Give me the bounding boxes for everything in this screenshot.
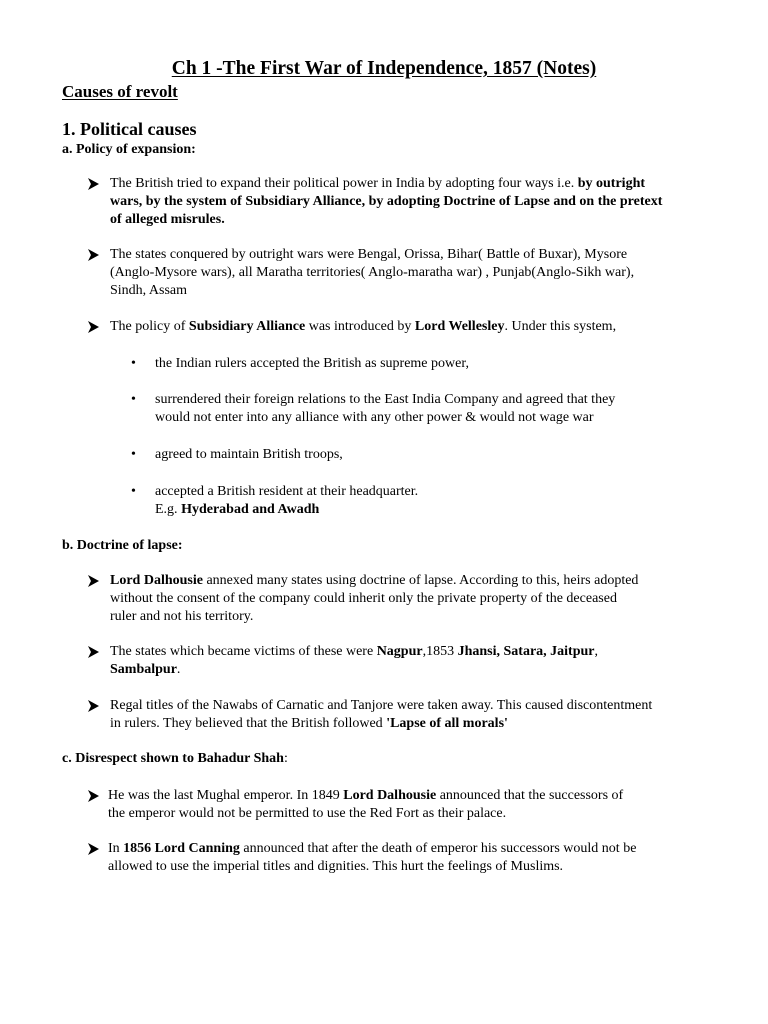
text-run: surrendered their foreign relations to the East India Company and agreed that they bbox=[155, 392, 616, 407]
text-run: the emperor would not be permitted to use the Red Fort as their palace. bbox=[108, 806, 507, 821]
causes-heading: Causes of revolt bbox=[62, 82, 178, 101]
text-line bbox=[110, 715, 720, 733]
point-text bbox=[108, 840, 718, 876]
text-line bbox=[155, 446, 715, 464]
text-run: In bbox=[108, 841, 124, 856]
arrow-bullet-icon bbox=[88, 318, 99, 336]
arrow-bullet-icon bbox=[88, 246, 99, 264]
text-line bbox=[110, 193, 720, 211]
arrow-bullet-icon bbox=[88, 787, 99, 805]
text-run: the Indian rulers accepted the British as supreme power, bbox=[155, 356, 469, 371]
text-run: was introduced by bbox=[305, 319, 415, 334]
text-run: E.g. bbox=[155, 502, 182, 517]
text-line bbox=[110, 590, 720, 608]
text-line bbox=[110, 572, 720, 590]
arrow-bullet-icon bbox=[88, 697, 99, 715]
text-run: (Anglo-Mysore wars), all Maratha territories( Anglo-maratha war) , Punjab(Anglo-Sikh war), bbox=[110, 265, 635, 280]
bullet-dot-icon: • bbox=[131, 447, 136, 462]
text-line bbox=[110, 211, 720, 229]
text-run: in rulers. They believed that the British followed bbox=[110, 716, 387, 731]
text-run: annexed many states using doctrine of lapse. According to this, heirs adopted bbox=[202, 573, 639, 588]
text-run: accepted a British resident at their headquarter. bbox=[155, 484, 419, 499]
heading-colon: : bbox=[283, 751, 288, 766]
text-line bbox=[155, 391, 715, 409]
text-line bbox=[155, 483, 715, 501]
arrow-bullet-icon bbox=[88, 643, 99, 661]
text-run: announced that the successors of bbox=[436, 788, 624, 803]
text-line bbox=[110, 264, 720, 282]
text-run: . Under this system, bbox=[504, 319, 617, 334]
text-line bbox=[110, 608, 720, 626]
text-line bbox=[108, 858, 718, 876]
text-line bbox=[110, 643, 720, 661]
point-text bbox=[110, 572, 720, 626]
bullet-dot-icon: • bbox=[131, 356, 136, 371]
text-line bbox=[108, 805, 718, 823]
policy-of-expansion-heading: a. Policy of expansion: bbox=[62, 142, 196, 157]
text-line bbox=[110, 318, 720, 336]
page-title: Ch 1 -The First War of Independence, 1857 (Notes) bbox=[171, 58, 597, 79]
text-run: He was the last Mughal emperor. In 1849 bbox=[108, 788, 344, 803]
bold-text: Lord Dalhousie bbox=[110, 573, 203, 588]
text-run: ,1853 bbox=[422, 644, 458, 659]
text-run: , bbox=[594, 644, 599, 659]
text-run: allowed to use the imperial titles and dignities. This hurt the feelings of Muslims. bbox=[108, 859, 564, 874]
text-line bbox=[110, 175, 720, 193]
bold-text: by outright bbox=[577, 176, 646, 191]
text-run: The British tried to expand their political power in India by adopting four ways i.e. bbox=[110, 176, 578, 191]
point-text bbox=[110, 246, 720, 300]
bullet-text bbox=[155, 483, 715, 519]
bullet-text bbox=[155, 446, 715, 464]
text-line bbox=[155, 501, 715, 519]
bullet-dot-icon: • bbox=[131, 484, 136, 499]
point-text bbox=[110, 643, 720, 679]
text-run: would not enter into any alliance with any other power & would not wage war bbox=[155, 410, 594, 425]
text-run: The policy of bbox=[110, 319, 189, 334]
arrow-bullet-icon bbox=[88, 572, 99, 590]
arrow-bullet-icon bbox=[88, 175, 99, 193]
point-text bbox=[110, 318, 720, 336]
political-causes-heading: 1. Political causes bbox=[62, 119, 197, 139]
text-run: Regal titles of the Nawabs of Carnatic and Tanjore were taken away. This caused discontentment bbox=[110, 698, 653, 713]
text-run: The states which became victims of these were bbox=[110, 644, 377, 659]
bold-text: Lord Wellesley bbox=[414, 319, 505, 334]
bullet-text bbox=[155, 355, 715, 373]
doctrine-of-lapse-heading: b. Doctrine of lapse: bbox=[62, 538, 183, 553]
text-run: . bbox=[176, 662, 181, 677]
bold-text: Nagpur bbox=[376, 644, 423, 659]
point-text bbox=[110, 697, 720, 733]
text-line bbox=[155, 409, 715, 427]
bold-text: 'Lapse of all morals' bbox=[386, 716, 508, 731]
text-run: ruler and not his territory. bbox=[110, 609, 254, 624]
text-run: agreed to maintain British troops, bbox=[155, 447, 343, 462]
text-run: Sindh, Assam bbox=[110, 283, 188, 298]
text-run: The states conquered by outright wars were Bengal, Orissa, Bihar( Battle of Buxar), Mysore bbox=[110, 247, 628, 262]
disrespect-bahadur-shah-heading bbox=[62, 750, 288, 768]
text-run: announced that after the death of emperor his successors would not be bbox=[239, 841, 637, 856]
point-text bbox=[108, 787, 718, 823]
bold-text: Jhansi, Satara, Jaitpur bbox=[457, 644, 595, 659]
text-line bbox=[110, 661, 720, 679]
bold-text: of alleged misrules. bbox=[110, 212, 225, 227]
text-line bbox=[110, 697, 720, 715]
bullet-text bbox=[155, 391, 715, 427]
bold-text: 1856 Lord Canning bbox=[123, 841, 240, 856]
text-line bbox=[108, 840, 718, 858]
text-line bbox=[155, 355, 715, 373]
bullet-dot-icon: • bbox=[131, 392, 136, 407]
text-line bbox=[110, 246, 720, 264]
bold-text: Subsidiary Alliance bbox=[188, 319, 306, 334]
point-text bbox=[110, 175, 720, 229]
bold-text: wars, by the system of Subsidiary Alliance, by adopting Doctrine of Lapse and on the pretext bbox=[110, 194, 663, 209]
text-line bbox=[110, 282, 720, 300]
bold-text: Lord Dalhousie bbox=[343, 788, 437, 803]
bold-text: Hyderabad and Awadh bbox=[181, 502, 320, 517]
text-line bbox=[108, 787, 718, 805]
arrow-bullet-icon bbox=[88, 840, 99, 858]
text-run: without the consent of the company could inherit only the private property of the deceased bbox=[110, 591, 617, 606]
heading-bold-part: c. Disrespect shown to Bahadur Shah bbox=[62, 751, 284, 766]
bold-text: Sambalpur bbox=[110, 662, 177, 677]
